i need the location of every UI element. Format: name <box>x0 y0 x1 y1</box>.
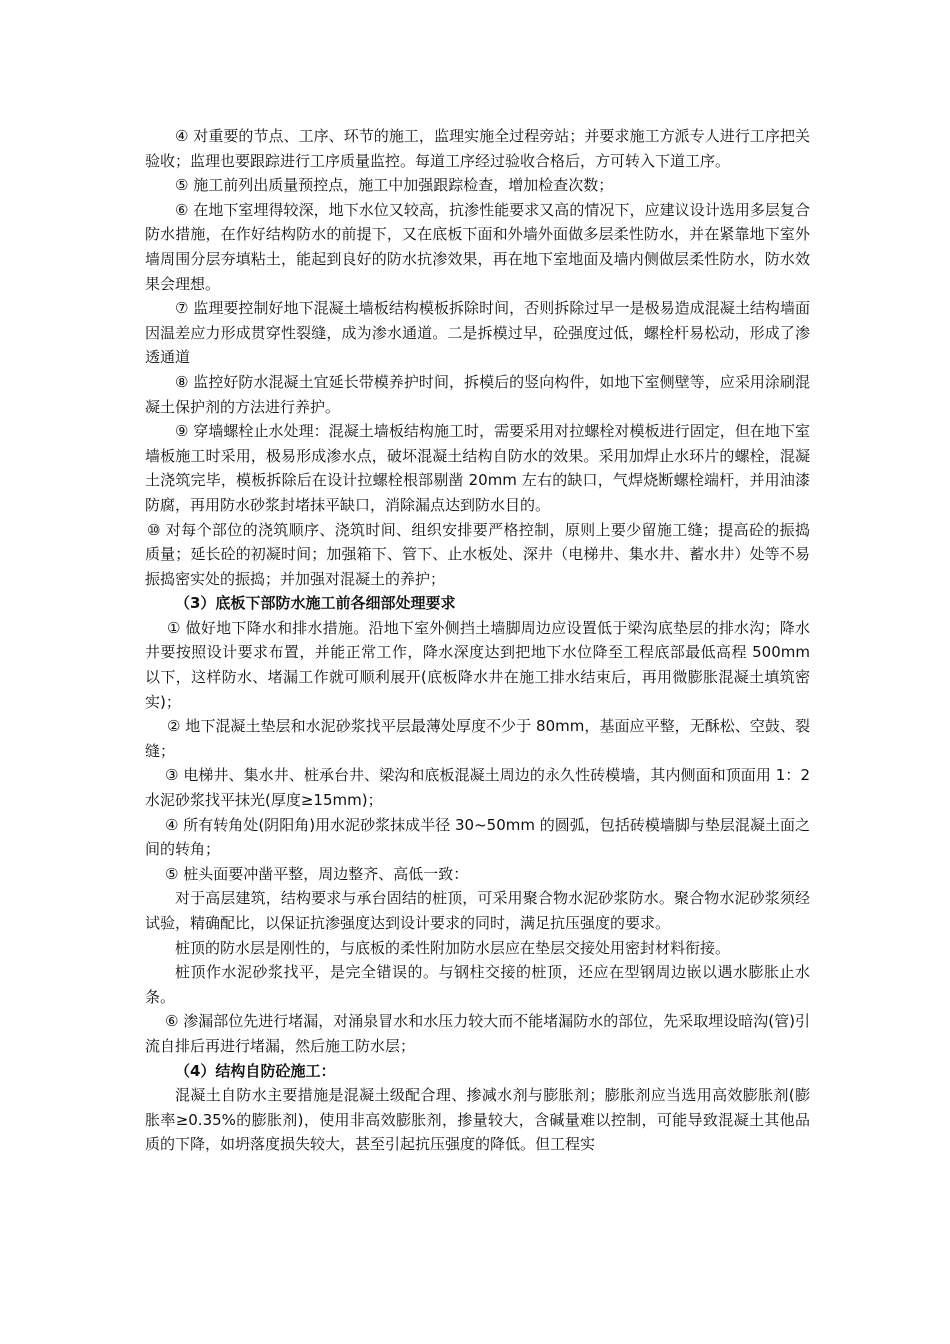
paragraph-item-2: ② 地下混凝土垫层和水泥砂浆找平层最薄处厚度不少于 80mm，基面应平整，无酥松、空鼓、裂缝； <box>145 717 810 760</box>
paragraph-body-3: 桩顶作水泥砂浆找平，是完全错误的。与钢柱交接的桩顶，还应在型钢周边嵌以遇水膨胀止水条。 <box>145 963 810 1006</box>
paragraph-item-9: ⑨ 穿墙螺栓止水处理：混凝土墙板结构施工时，需要采用对拉螺栓对模板进行固定，但在地下室墙板施工时采用，极易形成渗水点，破坏混凝土结构自防水的效果。采用加焊止水环片的螺栓，混凝土浇筑完毕，模板拆除后在设计拉螺栓根部剔凿 20mm 左右的缺口，气焊烧断螺栓端杆，并用油漆防腐，再用防水砂浆封堵抹平缺口，消除漏点达到防水目的。 <box>145 422 810 514</box>
paragraph-item-7: ⑦ 监理要控制好地下混凝土墙板结构模板拆除时间，否则拆除过早一是极易造成混凝土结构墙面因温差应力形成贯穿性裂缝，成为渗水通道。二是拆模过早，砼强度过低，螺栓杆易松动，形成了渗透通道 <box>145 299 810 367</box>
paragraph-item-3: ③ 电梯井、集水井、桩承台井、梁沟和底板混凝土周边的永久性砖模墙，其内侧面和顶面用 1：2 水泥砂浆找平抹光(厚度≥15mm)； <box>145 766 810 810</box>
paragraph-body-2: 桩顶的防水层是刚性的，与底板的柔性附加防水层应在垫层交接处用密封材料衔接。 <box>175 938 731 957</box>
paragraph-item-5: ⑤ 施工前列出质量预控点，施工中加强跟踪检查，增加检查次数； <box>175 176 614 195</box>
section-heading-3: （3）底板下部防水施工前各细部处理要求 <box>175 594 456 613</box>
section-heading-4: （4）结构自防砼施工： <box>175 1061 336 1080</box>
paragraph-item-4: ④ 对重要的节点、工序、环节的施工，监理实施全过程旁站；并要求施工方派专人进行工序把关验收；监理也要跟踪进行工序质量监控。每道工序经过验收合格后，方可转入下道工序。 <box>145 127 810 170</box>
paragraph-item-5b: ⑤ 桩头面要冲凿平整，周边整齐、高低一致： <box>165 864 469 883</box>
paragraph-body-1: 对于高层建筑，结构要求与承台固结的桩顶，可采用聚合物水泥砂浆防水。聚合物水泥砂浆须经试验，精确配比，以保证抗渗强度达到设计要求的同时，满足抗压强度的要求。 <box>145 889 810 932</box>
paragraph-item-6: ⑥ 在地下室埋得较深，地下水位又较高，抗渗性能要求又高的情况下，应建议设计选用多层复合防水措施，在作好结构防水的前提下，又在底板下面和外墙外面做多层柔性防水，并在紧靠地下室外墙周围分层夯填粘土，能起到良好的防水抗渗效果，再在地下室地面及墙内侧做层柔性防水，防水效果会理想。 <box>145 200 810 293</box>
paragraph-item-10: ⑩ 对每个部位的浇筑顺序、浇筑时间、组织安排要严格控制，原则上要少留施工缝；提高砼的振捣质量；延长砼的初凝时间；加强箱下、管下、止水板处、深井（电梯井、集水井、蓄水井）处等不易振捣密实处的振捣；并加强对混凝土的养护； <box>145 520 810 588</box>
paragraph-body-4: 混凝土自防水主要措施是混凝土级配合理、掺减水剂与膨胀剂；膨胀剂应当选用高效膨胀剂(膨胀率≥0.35%的膨胀剂)，使用非高效膨胀剂，掺量较大，含碱量难以控制，可能导致混凝土其他品质的下降，如坍落度损失较大，甚至引起抗压强度的降低。但工程实 <box>145 1086 810 1154</box>
paragraph-item-4b: ④ 所有转角处(阴阳角)用水泥砂浆抹成半径 30~50mm 的圆弧，包括砖模墙脚与垫层混凝土面之间的转角； <box>145 815 810 859</box>
document-body <box>145 124 810 1157</box>
paragraph-item-8: ⑧ 监控好防水混凝土宜延长带模养护时间，拆模后的竖向构件，如地下室侧壁等，应采用涂刷混凝土保护剂的方法进行养护。 <box>145 372 810 416</box>
paragraph-item-6b: ⑥ 渗漏部位先进行堵漏，对涌泉冒水和水压力较大而不能堵漏防水的部位，先采取埋设暗沟(管)引流自排后再进行堵漏，然后施工防水层； <box>145 1012 810 1055</box>
paragraph-item-1: ① 做好地下降水和排水措施。沿地下室外侧挡土墙脚周边应设置低于梁沟底垫层的排水沟；降水井要按照设计要求布置，并能正常工作，降水深度达到把地下水位降至工程底部最低高程 500mm 以下，这样防水、堵漏工作就可顺利展开(底板降水井在施工排水结束后，再用微膨胀混凝土填筑密实)； <box>145 618 810 711</box>
